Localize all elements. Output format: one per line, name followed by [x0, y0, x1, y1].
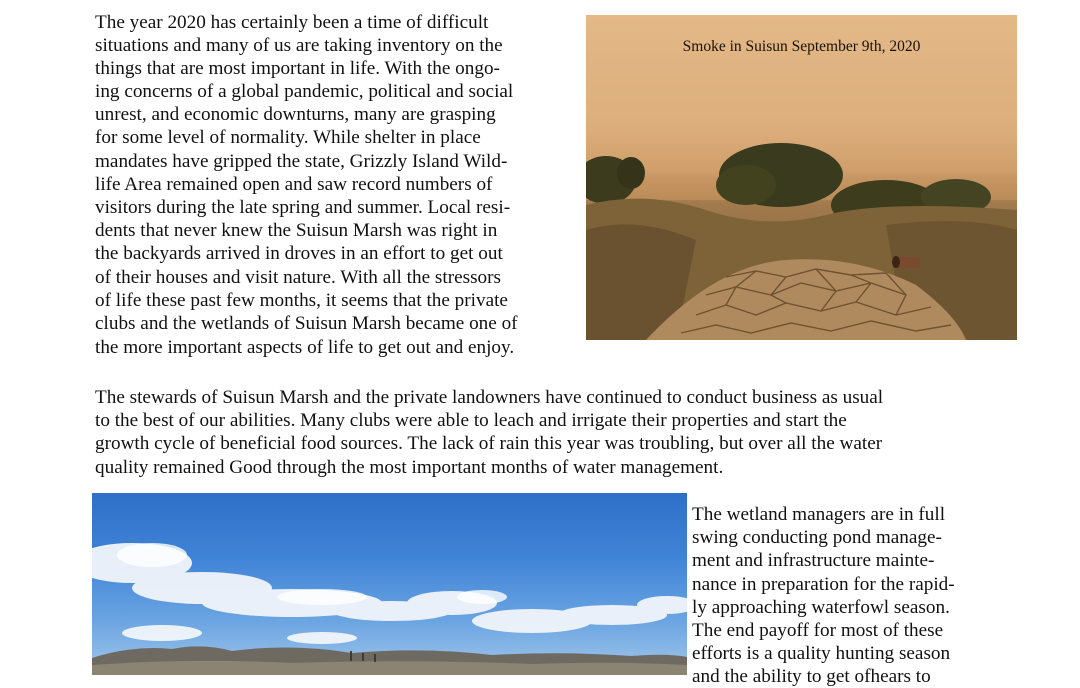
right-line: nance in preparation for the rapid- — [692, 574, 955, 595]
smoke-photo — [586, 15, 1017, 340]
right-line: The end payoff for most of these — [692, 620, 944, 641]
middle-line: quality remained Good through the most important months of water management. — [95, 457, 724, 478]
intro-line: visitors during the late spring and summer. Local resi- — [95, 197, 511, 218]
intro-line: the more important aspects of life to get out and enjoy. — [95, 337, 515, 358]
intro-line: The year 2020 has certainly been a time of difficult — [95, 12, 489, 33]
intro-line: ing concerns of a global pandemic, political and social — [95, 81, 514, 102]
intro-line: mandates have gripped the state, Grizzly Island Wild- — [95, 151, 508, 172]
intro-line: dents that never knew the Suisun Marsh was right in — [95, 220, 498, 241]
smoke-photo-scene — [586, 15, 1017, 340]
middle-line: to the best of our abilities. Many clubs were able to leach and irrigate their properties and start the — [95, 410, 847, 431]
marsh-photo-scene — [92, 493, 687, 675]
intro-line: of their houses and visit nature. With all the stressors — [95, 267, 502, 288]
intro-line: for some level of normality. While shelter in place — [95, 127, 481, 148]
right-line: The wetland managers are in full — [692, 504, 946, 525]
photo-caption: Smoke in Suisun September 9th, 2020 — [682, 38, 921, 55]
intro-line: clubs and the wetlands of Suisun Marsh became one of — [95, 313, 518, 334]
intro-line: unrest, and economic downturns, many are grasping — [95, 104, 496, 125]
intro-line: of life these past few months, it seems that the private — [95, 290, 508, 311]
intro-line: situations and many of us are taking inventory on the — [95, 35, 503, 56]
intro-line: life Area remained open and saw record numbers of — [95, 174, 493, 195]
right-line: and the ability to get ofhears to — [692, 666, 931, 687]
right-line: swing conducting pond manage- — [692, 527, 942, 548]
middle-line: growth cycle of beneficial food sources. The lack of rain this year was troubling, but over all the water — [95, 433, 883, 454]
marsh-photo — [92, 493, 687, 675]
right-line: efforts is a quality hunting season — [692, 643, 951, 664]
intro-line: things that are most important in life. With the ongo- — [95, 58, 500, 79]
middle-line: The stewards of Suisun Marsh and the private landowners have continued to conduct business as usual — [95, 387, 884, 408]
right-line: ment and infrastructure mainte- — [692, 550, 935, 571]
intro-line: the backyards arrived in droves in an effort to get out — [95, 243, 503, 264]
right-line: ly approaching waterfowl season. — [692, 597, 950, 618]
